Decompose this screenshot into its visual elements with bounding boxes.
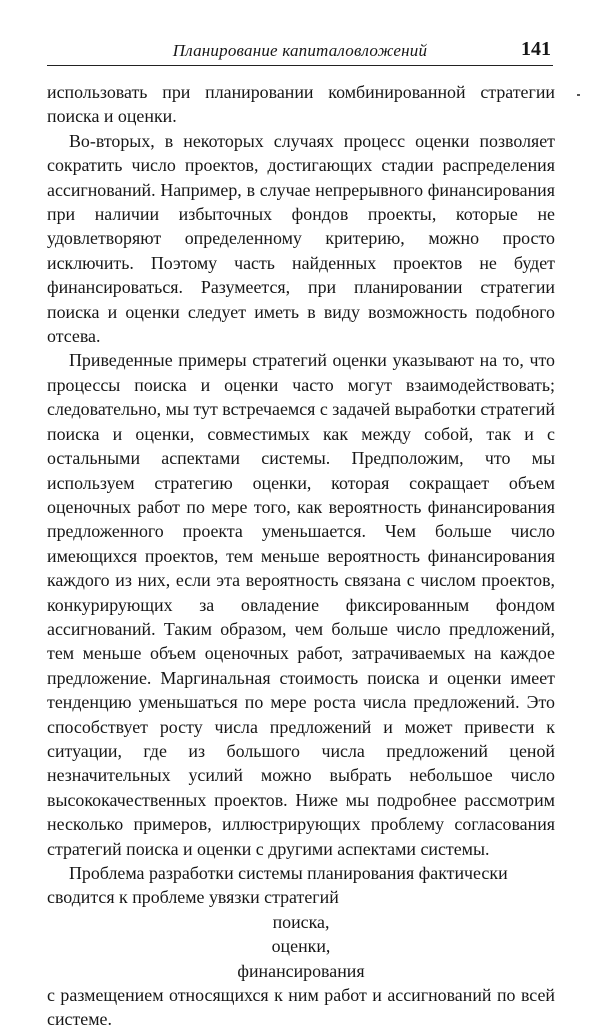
paragraph: Приведенные примеры стратегий оценки указывают на то, что процессы поиска и оценки часто могут взаимодействовать; следовательно, мы тут встречаемся с задачей выработки стратегий поиска и оценки, совместимых как между собой, так и с остальными аспектами системы. Предположим, что мы используем стратегию оценки, которая сокращает объем оценочных работ по мере того, как вероятность финансирования предложенного проекта уменьшается. Чем больше число имеющихся проектов, тем меньше вероятность финансирования каждого из них, если эта вероятность связана с числом проектов, конкурирующих за овладение фиксированным фондом ассигнований. Таким образом, чем больше число предложений, тем меньше объем оценочных работ, затрачиваемых на каждое предложение. Маргинальная стоимость поиска и оценки имеет тенденцию уменьшаться по мере роста числа предложений. Это способствует росту числа предложений и может привести к ситуации, где из большого числа предложений ценой незначительных усилий можно выбрать небольшое число высококачественных проектов. Ниже мы подробнее рассмотрим несколько примеров, иллюстрирующих проблему согласования стратегий поиска и оценки с другими аспектами системы.: [47, 350, 555, 859]
centered-item: оценки,: [271, 936, 331, 957]
body-text: [47, 80, 555, 1032]
paragraph: Во-вторых, в некоторых случаях процесс оценки позволяет сократить число проектов, достигающих стадии распределения ассигнований. Например, в случае непрерывного финансирования при наличии избыточных фондов проекты, которые не удовлетворяют определенному критерию, можно просто исключить. Поэтому часть найденных проектов не будет финансироваться. Разумеется, при планировании стратегии поиска и оценки следует иметь в виду возможность подобного отсева.: [47, 130, 555, 347]
paragraph-continuation: использовать при планировании комбинированной стратегии поиска и оценки.: [47, 82, 555, 127]
running-title: Планирование капиталовложений: [172, 41, 428, 60]
centered-item: поиска,: [272, 911, 330, 932]
page-number: 141: [521, 38, 551, 60]
running-header: [47, 37, 553, 66]
paragraph: Проблема разработки системы планирования фактически сводится к проблеме увязки стратегий: [47, 863, 508, 908]
centered-item: финансирования: [237, 960, 365, 981]
scan-speck: [577, 94, 580, 96]
closing-line: с размещением относящихся к ним работ и ассигнований по всей системе.: [47, 985, 555, 1030]
